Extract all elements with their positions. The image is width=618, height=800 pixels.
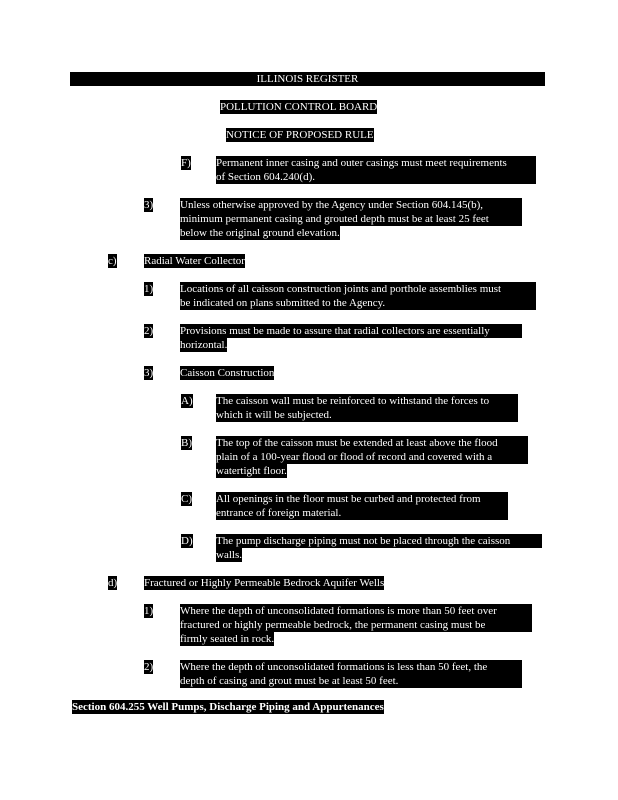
item-b-line: plain of a 100-year flood or flood of record and covered with a: [216, 450, 528, 464]
agency-title: POLLUTION CONTROL BOARD: [220, 101, 378, 113]
item-d2-line: Where the depth of unconsolidated formations is less than 50 feet, the: [180, 660, 522, 674]
item-d1-line: fractured or highly permeable bedrock, the permanent casing must be: [180, 618, 532, 632]
item-b-line: watertight floor.: [216, 465, 287, 477]
register-title: ILLINOIS REGISTER: [256, 73, 359, 85]
item-3-text: [180, 198, 522, 240]
item-c2-label: 2): [144, 325, 154, 337]
item-f-label: F): [181, 157, 191, 169]
item-c2-text: [180, 324, 522, 352]
item-d1-text: [180, 604, 532, 646]
item-d2-line: depth of casing and grout must be at least 50 feet.: [180, 674, 522, 688]
item-a-line: which it will be subjected.: [216, 408, 518, 422]
item-c3-title: Caisson Construction: [180, 367, 275, 379]
item-cc-line: All openings in the floor must be curbed and protected from: [216, 492, 508, 506]
item-c1-label: 1): [144, 283, 154, 295]
register-bar: [70, 72, 545, 86]
item-f-line: Permanent inner casing and outer casings must meet requirements: [216, 156, 536, 170]
item-d2-text: [180, 660, 522, 688]
item-3-label: 3): [144, 199, 154, 211]
item-c3-label: 3): [144, 367, 154, 379]
item-d-line: walls.: [216, 549, 242, 561]
item-c2-line: horizontal.: [180, 339, 228, 351]
item-d-label: D): [181, 535, 193, 547]
item-c1-text: [180, 282, 536, 310]
item-f-line: of Section 604.240(d).: [216, 170, 536, 184]
item-c1-line: be indicated on plans submitted to the Agency.: [180, 296, 536, 310]
item-d2-label: 2): [144, 661, 154, 673]
item-d-line: The pump discharge piping must not be placed through the caisson: [216, 534, 542, 548]
item-dd-title: Fractured or Highly Permeable Bedrock Aquifer Wells: [144, 577, 385, 589]
item-c1-line: Locations of all caisson construction joints and porthole assemblies must: [180, 282, 536, 296]
item-3-line: minimum permanent casing and grouted depth must be at least 25 feet: [180, 212, 522, 226]
item-a-line: The caisson wall must be reinforced to withstand the forces to: [216, 394, 518, 408]
item-d-text: [216, 534, 542, 562]
item-b-text: [216, 436, 528, 478]
item-a-label: A): [181, 395, 193, 407]
item-b-label: B): [181, 437, 192, 449]
item-cc-line: entrance of foreign material.: [216, 506, 508, 520]
item-a-text: [216, 394, 518, 422]
item-c2-line: Provisions must be made to assure that radial collectors are essentially: [180, 324, 522, 338]
item-b-line: The top of the caisson must be extended at least above the flood: [216, 436, 528, 450]
section-heading: Section 604.255 Well Pumps, Discharge Piping and Appurtenances: [72, 701, 384, 713]
item-dd-label: d): [108, 577, 118, 589]
item-c-title: Radial Water Collector: [144, 255, 245, 267]
item-f-text: [216, 156, 536, 184]
item-d1-line: Where the depth of unconsolidated formations is more than 50 feet over: [180, 604, 532, 618]
item-d1-label: 1): [144, 605, 154, 617]
item-3-line: Unless otherwise approved by the Agency under Section 604.145(b),: [180, 198, 522, 212]
item-cc-text: [216, 492, 508, 520]
item-d1-line: firmly seated in rock.: [180, 633, 275, 645]
item-cc-label: C): [181, 493, 192, 505]
item-c-label: c): [108, 255, 117, 267]
notice-title: NOTICE OF PROPOSED RULE: [226, 129, 374, 141]
item-3-line: below the original ground elevation.: [180, 227, 340, 239]
